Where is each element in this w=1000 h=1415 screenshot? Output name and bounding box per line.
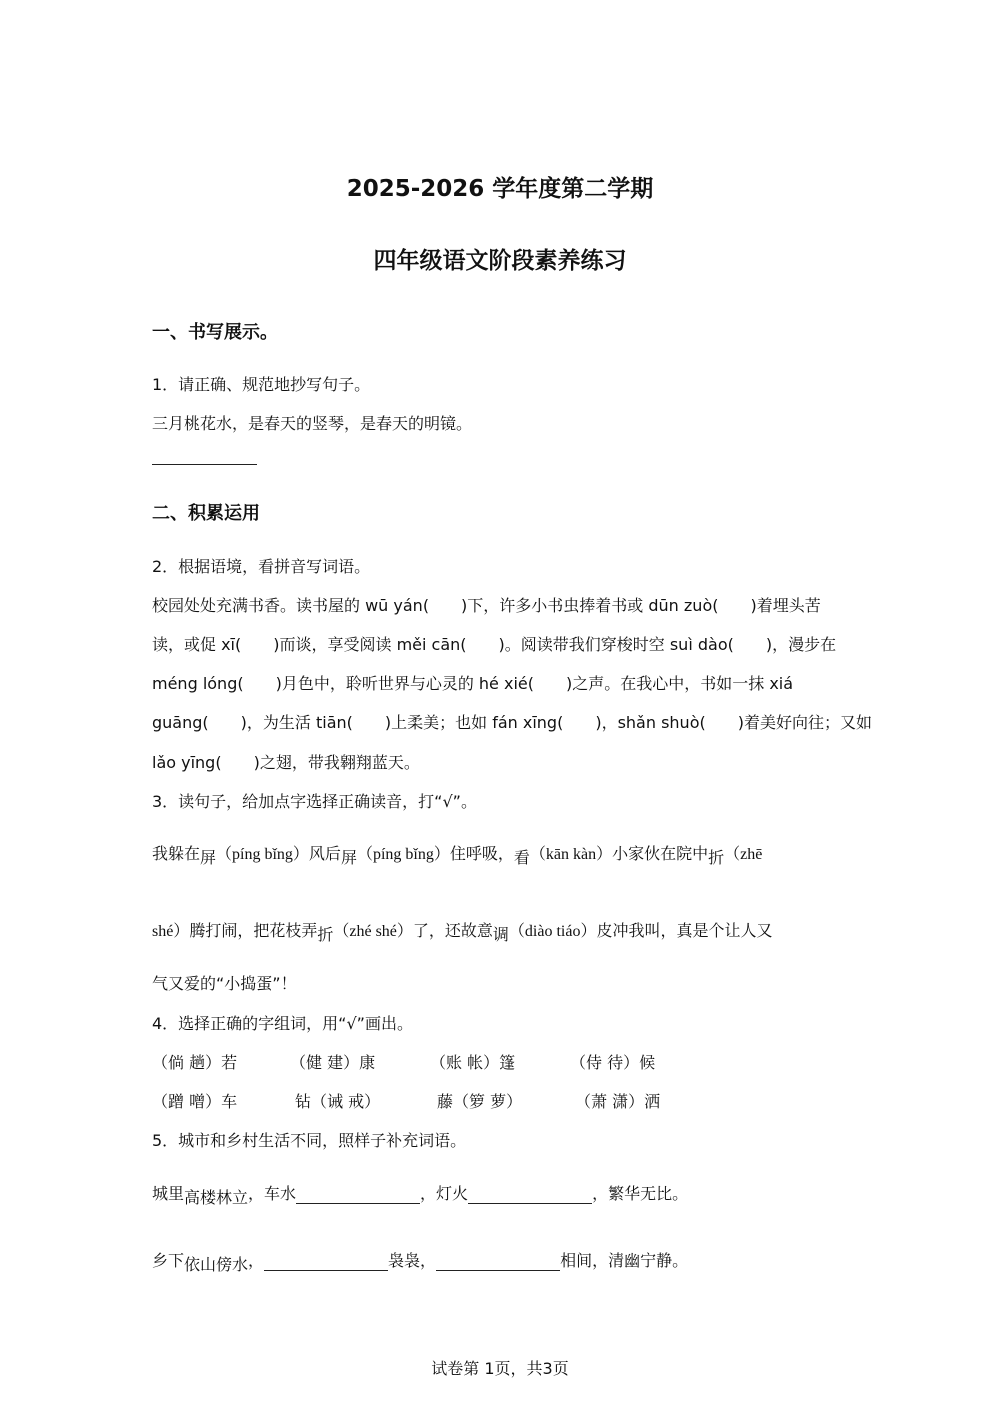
section-2-heading: 二、积累运用 <box>152 503 260 524</box>
q4-option[interactable]: 藤（箩 萝） <box>437 1092 523 1111</box>
dotted-char: 屏 <box>200 848 217 867</box>
q2-prompt: 2．根据语境，看拼音写词语。 <box>152 557 371 576</box>
dotted-char: 看 <box>513 848 530 867</box>
q4-option[interactable]: （侍 待）候 <box>570 1053 656 1072</box>
q2-text-line: guāng( )，为生活 tiān( )上柔美；也如 fán xīng( )，shǎn shuò( )着美好向往；又如 <box>152 713 872 732</box>
dotted-char: 折 <box>708 848 725 867</box>
q3-prompt: 3．读句子，给加点字选择正确读音，打“√”。 <box>152 792 477 811</box>
section-1-heading: 一、书写展示。 <box>152 322 278 343</box>
dotted-char: 折 <box>317 925 334 944</box>
q5-example-line <box>152 1181 689 1207</box>
q1-answer-line[interactable] <box>152 464 257 465</box>
q5-text: ，繁华无比。 <box>592 1184 689 1203</box>
q5-example-word: 依山傍水 <box>184 1255 249 1274</box>
dotted-char: 调 <box>492 925 509 944</box>
pinyin-choice[interactable]: shé）腾打闹，把花枝弄 <box>152 923 318 940</box>
fill-blank[interactable] <box>436 1251 560 1271</box>
q5-text: 袅袅， <box>388 1251 437 1270</box>
q5-text: ， <box>248 1251 265 1270</box>
q2-text-line: 读，或促 xī( )而谈，享受阅读 měi cān( )。阅读带我们穿梭时空 suì dào( )，漫步在 <box>152 635 837 654</box>
fill-blank[interactable] <box>296 1184 420 1204</box>
fill-blank[interactable] <box>468 1184 592 1204</box>
q4-option[interactable]: （账 帐）篷 <box>430 1053 516 1072</box>
q1-prompt: 1．请正确、规范地抄写句子。 <box>152 375 371 394</box>
q3-text-line <box>152 841 763 867</box>
q4-option[interactable]: （蹭 噌）车 <box>152 1092 238 1111</box>
q3-text: 我躲在 <box>152 844 201 863</box>
q5-text: 城里 <box>152 1184 185 1203</box>
fill-blank[interactable] <box>264 1251 388 1271</box>
q5-text: ，灯火 <box>420 1184 469 1203</box>
q3-text-line: 气又爱的“小捣蛋”！ <box>152 974 297 993</box>
exam-subject-title: 四年级语文阶段素养练习 <box>373 248 627 274</box>
pinyin-choice[interactable]: （zhé shé）了，还故意 <box>333 923 493 940</box>
q2-text-line: 校园处处充满书香。读书屋的 wū yán( )下，许多小书虫捧着书或 dūn zuò( )着埋头苦 <box>152 596 821 615</box>
q5-text: 相间，清幽宁静。 <box>560 1251 689 1270</box>
page-footer: 试卷第 1页，共3页 <box>431 1359 569 1378</box>
pinyin-choice[interactable]: （kān kàn）小家伙在院中 <box>529 846 709 863</box>
q4-option[interactable]: 钻（诫 戒） <box>295 1092 381 1111</box>
q5-text: 乡下 <box>152 1251 185 1270</box>
q4-option[interactable]: （健 建）康 <box>290 1053 376 1072</box>
q4-option[interactable]: （萧 潇）洒 <box>575 1092 661 1111</box>
q5-exercise-line <box>152 1248 689 1274</box>
dotted-char: 屏 <box>340 848 357 867</box>
q5-text: ，车水 <box>248 1184 297 1203</box>
pinyin-choice[interactable]: （píng bǐng）风后 <box>216 846 341 863</box>
q4-option[interactable]: （倘 趟）若 <box>152 1053 238 1072</box>
pinyin-choice[interactable]: （zhē <box>724 846 763 863</box>
q2-text-line: méng lóng( )月色中，聆听世界与心灵的 hé xié( )之声。在我心中，书如一抹 xiá <box>152 674 794 693</box>
q5-example-word: 高楼林立 <box>184 1188 249 1207</box>
q2-text-line: lǎo yīng( )之翅，带我翱翔蓝天。 <box>152 753 420 772</box>
q5-prompt: 5．城市和乡村生活不同，照样子补充词语。 <box>152 1131 467 1150</box>
pinyin-choice[interactable]: （diào tiáo）皮冲我叫，真是个让人又 <box>508 923 773 940</box>
exam-term-title: 2025-2026 学年度第二学期 <box>346 176 654 202</box>
pinyin-choice[interactable]: （píng bǐng）住呼吸， <box>356 846 514 863</box>
q4-prompt: 4．选择正确的字组词，用“√”画出。 <box>152 1014 413 1033</box>
q1-sentence: 三月桃花水，是春天的竖琴，是春天的明镜。 <box>152 414 473 433</box>
q3-text-line <box>152 918 773 944</box>
